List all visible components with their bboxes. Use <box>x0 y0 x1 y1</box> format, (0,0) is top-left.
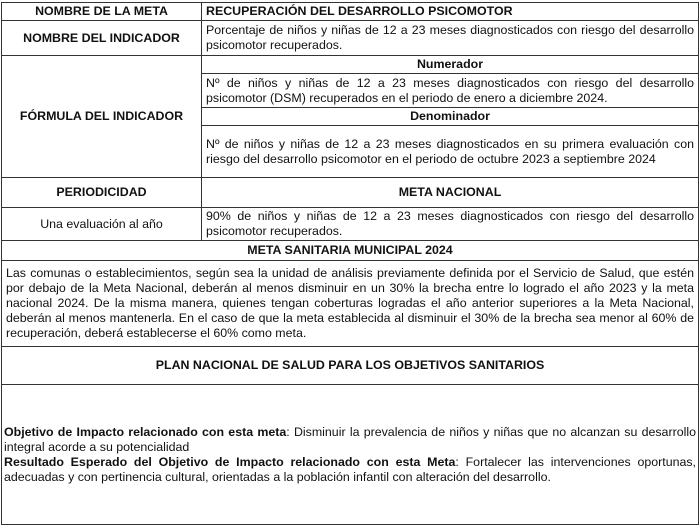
impact-objective-text: : Disminuir la prevalencia de niños y niñas que no alcanzan su desarrollo integral acorde a su potencialidad <box>4 424 696 454</box>
indicator-sheet-table <box>1 2 699 525</box>
denominator-label: Denominador <box>202 108 699 126</box>
denominator-text: Nº de niños y niñas de 12 a 23 meses diagnosticados en su primera evaluación con riesgo del desarrollo psicomotor en el periodo de octubre 2023 a septiembre 2024 <box>202 126 699 178</box>
numerator-label: Numerador <box>202 56 699 74</box>
meta-name: RECUPERACIÓN DEL DESARROLLO PSICOMOTOR <box>202 3 699 21</box>
expected-result <box>4 455 696 485</box>
numerator-text: Nº de niños y niñas de 12 a 23 meses diagnosticados con riesgo del desarrollo psicomotor (DSM) recuperados en el periodo de enero a diciembre 2024. <box>202 74 699 108</box>
indicator-name: Porcentaje de niños y niñas de 12 a 23 meses diagnosticados con riesgo del desarrollo psicomotor recuperados. <box>202 21 699 56</box>
periodicity-label: PERIODICIDAD <box>2 178 202 208</box>
municipal-goal-text: Las comunas o establecimientos, según sea la unidad de análisis previamente definida por el Servicio de Salud, que estén por debajo de la Meta Nacional, deberán al menos disminuir en un 30% la brecha entre lo logrado el año 2023 y la meta nacional 2024. De la misma manera, quienes tengan coberturas logradas el año anterior superiores a la Meta Nacional, deberán al menos mantenerla. En el caso de que la meta establecida al disminuir el 30% de la brecha sea menor al 60% de recuperación, deberá establecerse el 60% como meta. <box>2 261 699 347</box>
national-goal-label: META NACIONAL <box>202 178 699 208</box>
impact-objective <box>4 425 696 455</box>
health-plan-heading: PLAN NACIONAL DE SALUD PARA LOS OBJETIVOS SANITARIOS <box>2 347 699 385</box>
indicator-label: NOMBRE DEL INDICADOR <box>2 21 202 56</box>
expected-result-label: Resultado Esperado del Objetivo de Impacto relacionado con esta Meta <box>4 454 456 469</box>
impact-objective-label: Objetivo de Impacto relacionado con esta meta <box>4 424 287 439</box>
expected-result-text: : Fortalecer las intervenciones oportunas, adecuadas y con pertinencia cultural, orientadas a la población infantil con alteración del desarrollo. <box>4 454 697 484</box>
periodicity-value: Una evaluación al año <box>2 208 202 241</box>
formula-label: FÓRMULA DEL INDICADOR <box>2 56 202 178</box>
meta-name-label: NOMBRE DE LA META <box>2 3 202 21</box>
national-goal-text: 90% de niños y niñas de 12 a 23 meses diagnosticados con riesgo del desarrollo psicomotor recuperados. <box>202 208 699 241</box>
municipal-goal-heading: META SANITARIA MUNICIPAL 2024 <box>2 241 699 261</box>
health-plan-objectives <box>2 385 699 525</box>
